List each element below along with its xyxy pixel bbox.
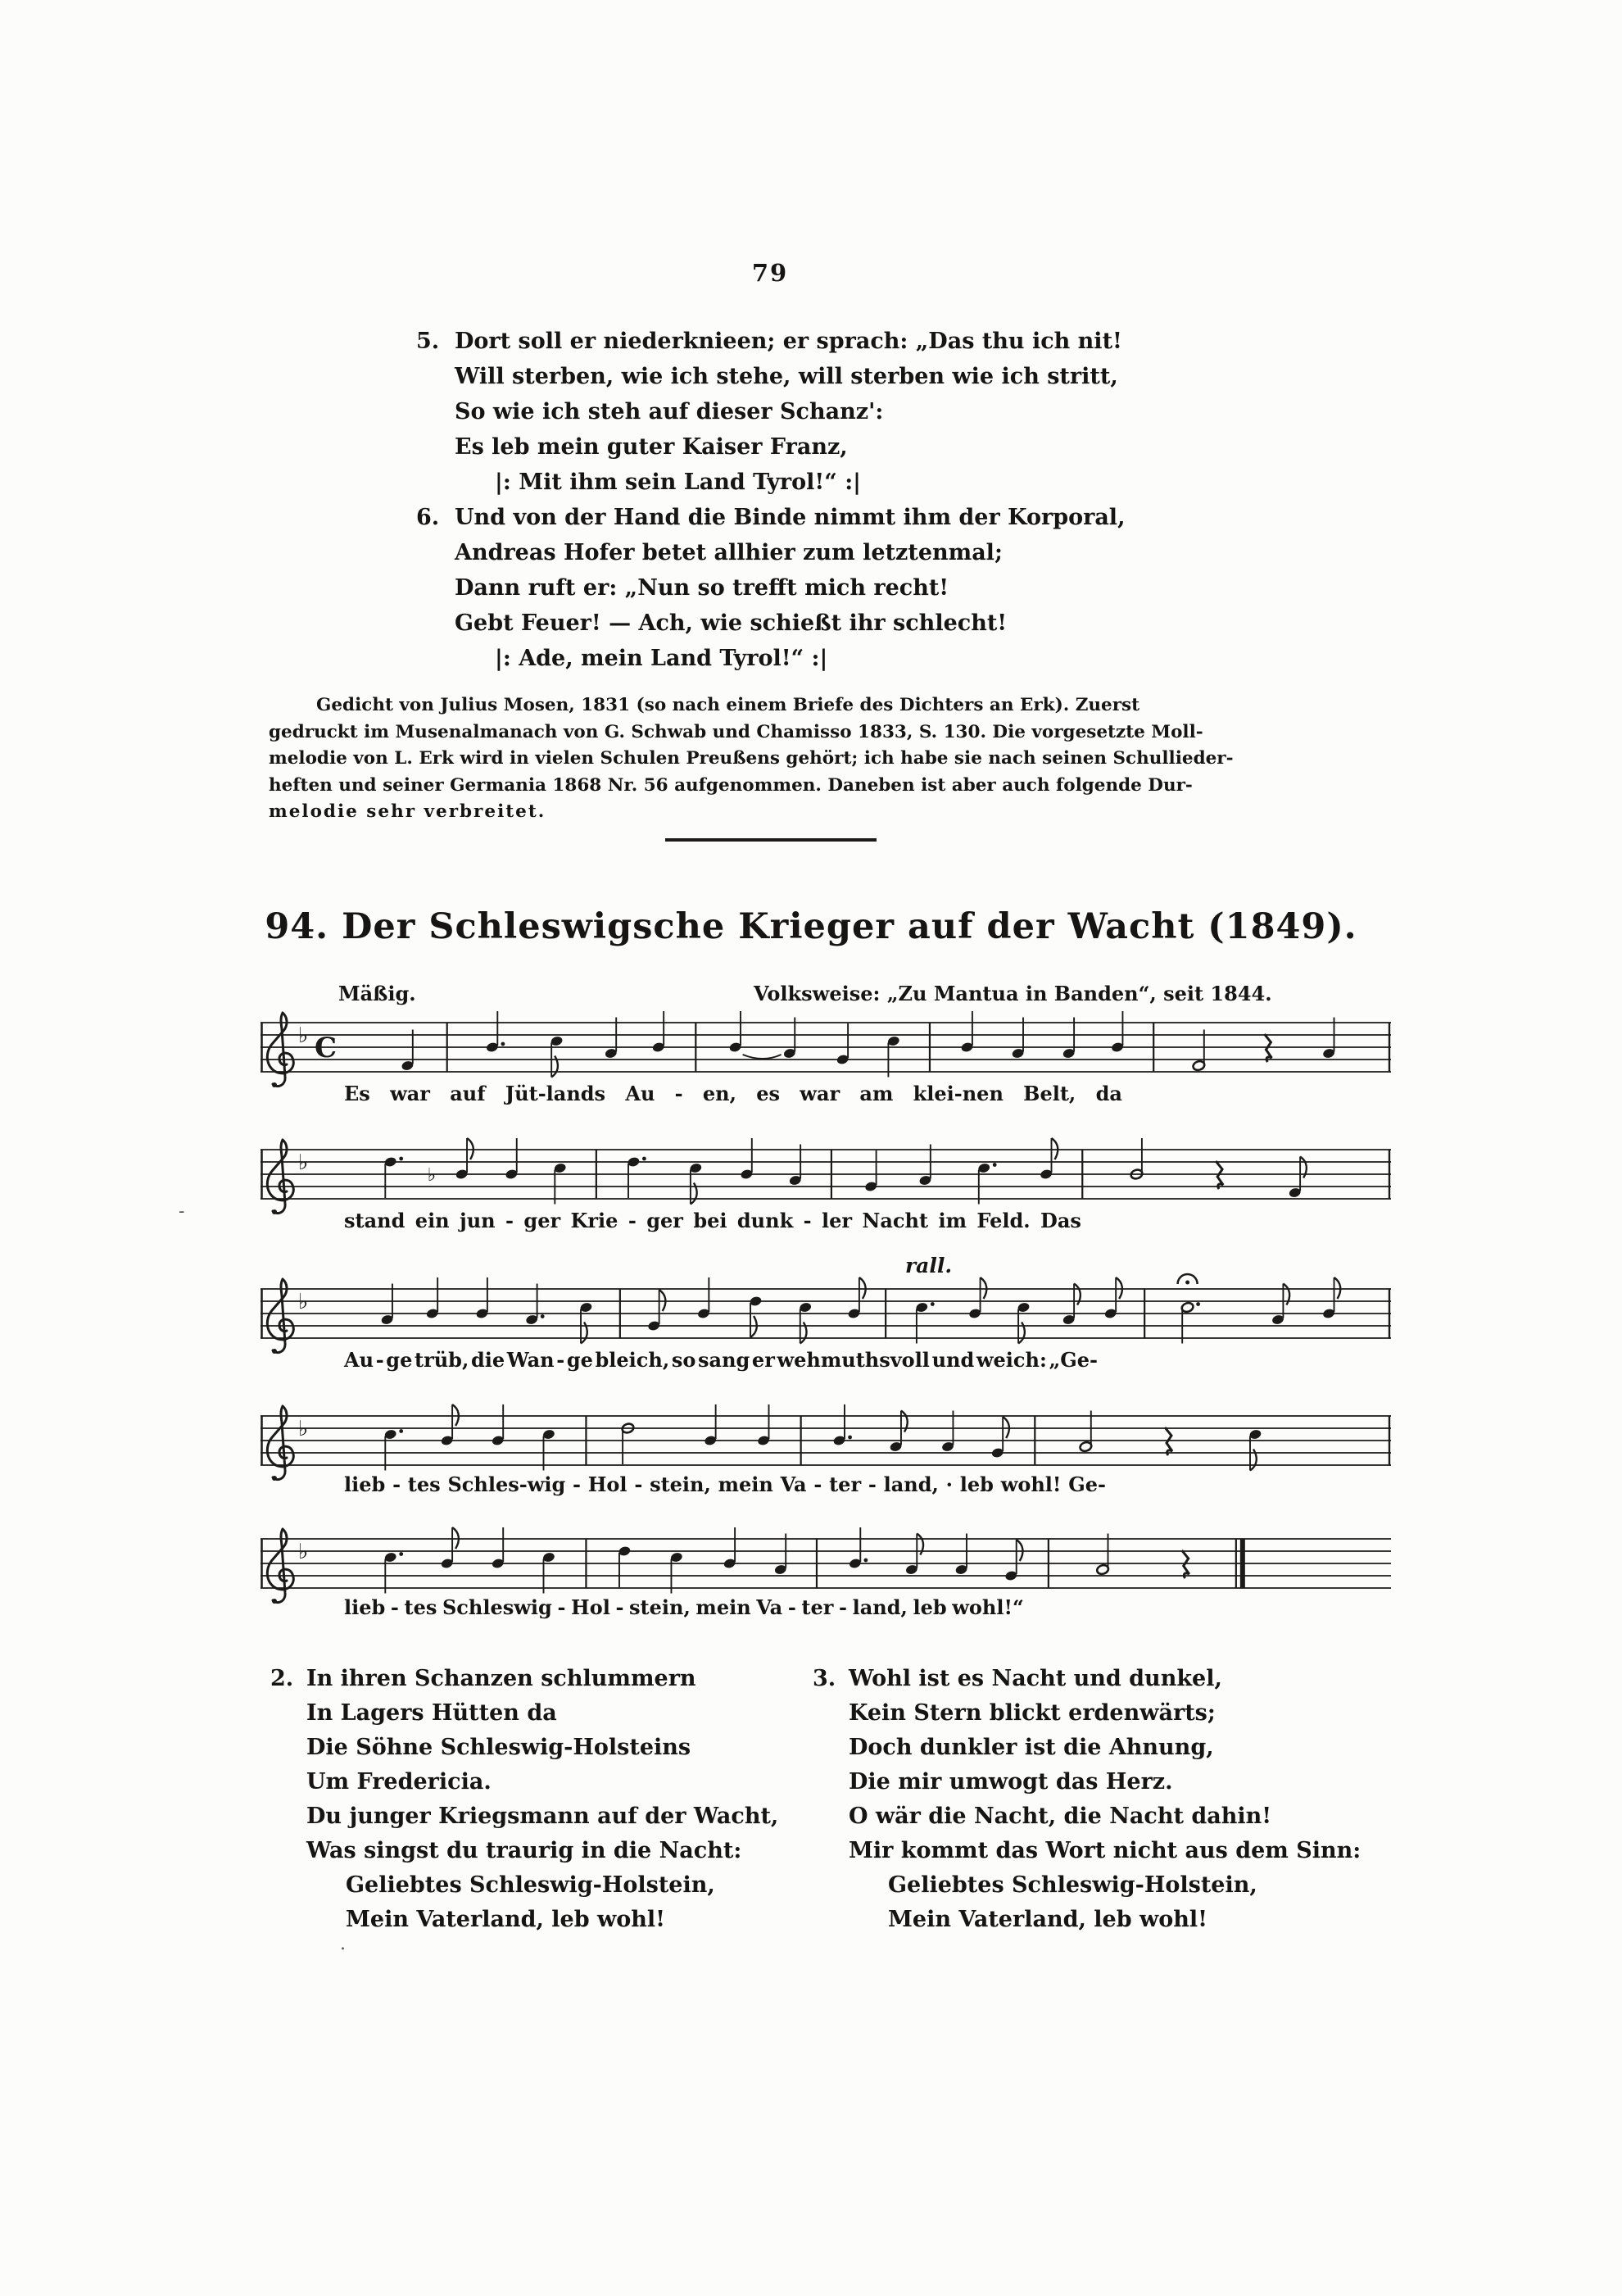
- lyric-syllable: und: [931, 1348, 975, 1372]
- flat-sign-icon: ♭: [298, 1540, 309, 1564]
- verse-6: [416, 500, 1125, 676]
- lyric-syllable: es: [756, 1082, 781, 1105]
- eighth-flag: [659, 1290, 666, 1311]
- lyric-syllable: -: [634, 1472, 643, 1496]
- lyric-syllable: mein: [695, 1595, 751, 1619]
- lyric-syllable: -: [674, 1082, 683, 1105]
- treble-clef-icon: [267, 1406, 293, 1480]
- time-signature: C: [315, 1032, 338, 1064]
- eighth-flag: [1003, 1417, 1009, 1438]
- eighth-flag: [981, 1277, 987, 1299]
- section-divider-rule: [665, 838, 877, 842]
- lyric-syllable: Jüt-lands: [505, 1082, 606, 1105]
- verse-refrain: |: Ade, mein Land Tyrol!“ :|: [495, 646, 828, 671]
- tempo-marking: Mäßig.: [338, 982, 416, 1005]
- editorial-footnote: [269, 692, 1376, 826]
- augmentation-dot: [399, 1157, 403, 1161]
- lyric-syllable: Va: [780, 1472, 807, 1496]
- augmentation-dot: [993, 1163, 997, 1167]
- verse-line: Die mir umwogt das Herz.: [849, 1769, 1173, 1795]
- lyric-syllable: ge: [386, 1348, 413, 1372]
- augmentation-dot: [863, 1559, 868, 1563]
- verse-line: Was singst du traurig in die Nacht:: [306, 1838, 742, 1863]
- treble-clef-dot: [272, 1476, 277, 1481]
- verse-line-text: Wohl ist es Nacht und dunkel,: [849, 1666, 1222, 1691]
- fermata-dot: [1185, 1281, 1189, 1285]
- verse-3: [813, 1662, 1361, 1937]
- augmentation-dot: [501, 1042, 505, 1046]
- lyric-syllable: im: [938, 1209, 967, 1232]
- lyric-syllable: -: [573, 1472, 581, 1496]
- lyric-syllable: dunk: [736, 1209, 794, 1232]
- verse-line: Doch dunkler ist die Ahnung,: [849, 1735, 1214, 1760]
- flat-sign-icon: ♭: [298, 1290, 309, 1314]
- lyric-syllable: leb: [959, 1472, 994, 1496]
- lyric-syllable: -: [803, 1209, 812, 1232]
- lyric-syllable: ler: [821, 1209, 853, 1232]
- lyric-syllable: land,: [883, 1472, 939, 1496]
- verse-line: Gebt Feuer! — Ach, wie schießt ihr schlecht!: [455, 610, 1008, 636]
- treble-clef-dot: [272, 1209, 277, 1214]
- scan-artifact-dot: .: [340, 1934, 346, 1954]
- verse-line: Dann ruft er: „Nun so trefft mich recht!: [455, 575, 949, 601]
- verse-line: So wie ich steh auf dieser Schanz':: [455, 399, 884, 424]
- lyric-syllable: Hol: [571, 1595, 610, 1619]
- eighth-flag: [467, 1138, 473, 1159]
- flat-sign-icon: ♭: [298, 1150, 309, 1175]
- lyric-syllable: bleich,: [595, 1348, 670, 1372]
- lyric-syllable: Ge-: [1068, 1472, 1106, 1496]
- lyric-syllable: lieb: [344, 1472, 386, 1496]
- verse-5: [416, 324, 1122, 500]
- lyric-syllable: ge: [566, 1348, 593, 1372]
- lyric-syllable: leb: [913, 1595, 947, 1619]
- tie: [743, 1055, 782, 1059]
- eighth-flag: [1116, 1277, 1122, 1299]
- lyric-syllable: -: [390, 1595, 399, 1619]
- lyric-syllable: er: [751, 1348, 775, 1372]
- lyric-syllable: Schles-wig: [447, 1472, 566, 1496]
- lyric-syllable: Hol: [587, 1472, 628, 1496]
- treble-clef-icon: [267, 1013, 293, 1087]
- lyric-syllable: klei-nen: [913, 1082, 1004, 1105]
- lyric-syllable: sang: [698, 1348, 750, 1372]
- page-number: 79: [751, 259, 789, 287]
- staff-4-lyrics: [344, 1472, 1106, 1496]
- eighth-flag: [859, 1277, 866, 1299]
- verse-line: O wär die Nacht, die Nacht dahin!: [849, 1804, 1272, 1829]
- melody-source: Volksweise: „Zu Mantua in Banden“, seit 1844.: [754, 982, 1272, 1005]
- lyric-syllable: Schleswig: [442, 1595, 552, 1619]
- lyric-syllable: ger: [646, 1209, 683, 1232]
- eighth-flag: [1334, 1277, 1341, 1299]
- eighth-flag: [750, 1316, 757, 1337]
- eighth-flag: [452, 1404, 459, 1426]
- lyric-syllable: Belt,: [1023, 1082, 1076, 1105]
- lyric-syllable: land,: [852, 1595, 908, 1619]
- lyric-syllable: ter: [801, 1595, 834, 1619]
- verse-refrain: Geliebtes Schleswig-Holstein,: [346, 1872, 715, 1898]
- quarter-rest-icon: [1165, 1427, 1172, 1455]
- lyric-syllable: -: [557, 1595, 566, 1619]
- verse-line: Du junger Kriegsmann auf der Wacht,: [306, 1804, 779, 1829]
- verse-number: 6.: [416, 505, 440, 530]
- song-title: 94. Der Schleswigsche Krieger auf der Wacht (1849).: [265, 906, 1357, 947]
- lyric-syllable: Feld.: [976, 1209, 1031, 1232]
- treble-clef-icon: [267, 1279, 293, 1353]
- verse-line: Mir kommt das Wort nicht aus dem Sinn:: [849, 1838, 1361, 1863]
- lyric-syllable: tes: [404, 1595, 437, 1619]
- double-bar-thick: [1240, 1539, 1245, 1588]
- footnote-line: Gedicht von Julius Mosen, 1831 (so nach einem Briefe des Dichters an Erk). Zuerst: [316, 695, 1140, 715]
- lyric-syllable: en,: [702, 1082, 736, 1105]
- lyric-syllable: ein: [415, 1209, 450, 1232]
- lyric-syllable: wehmuthsvoll: [777, 1348, 930, 1372]
- lyric-syllable: Krie: [570, 1209, 618, 1232]
- eighth-flag: [1017, 1540, 1023, 1561]
- verse-refrain: Mein Vaterland, leb wohl!: [888, 1907, 1207, 1932]
- lyric-syllable: war: [800, 1082, 840, 1105]
- lyric-syllable: da: [1095, 1082, 1122, 1105]
- augmentation-dot: [399, 1552, 403, 1556]
- lyric-syllable: Wan: [506, 1348, 555, 1372]
- quarter-rest-icon: [1216, 1161, 1223, 1189]
- verse-line-text: In ihren Schanzen schlummern: [306, 1666, 696, 1691]
- verse-refrain: Geliebtes Schleswig-Holstein,: [888, 1872, 1257, 1898]
- flat-sign-icon: ♭: [298, 1023, 309, 1048]
- lyric-syllable: ·: [945, 1472, 953, 1496]
- footnote-line: melodie sehr verbreitet.: [269, 801, 546, 822]
- treble-clef-icon: [267, 1140, 293, 1214]
- verse-line-text: Und von der Hand die Binde nimmt ihm der Korporal,: [455, 505, 1126, 530]
- lyric-syllable: Nacht: [862, 1209, 929, 1232]
- lyric-syllable: tes: [407, 1472, 441, 1496]
- staff-3-lyrics: [344, 1348, 1098, 1372]
- verse-line: Um Fredericia.: [306, 1769, 492, 1795]
- verse-line: Es leb mein guter Kaiser Franz,: [455, 434, 848, 460]
- verse-line: [813, 1662, 1361, 1696]
- quarter-rest-icon: [1182, 1550, 1189, 1578]
- verse-refrain: Mein Vaterland, leb wohl!: [346, 1907, 665, 1932]
- rallentando-marking: rall.: [905, 1254, 953, 1277]
- lyric-syllable: ter: [829, 1472, 862, 1496]
- verse-2: [270, 1662, 778, 1937]
- lyric-syllable: Au: [625, 1082, 655, 1105]
- lyric-syllable: -: [505, 1209, 514, 1232]
- lyric-syllable: -: [787, 1595, 796, 1619]
- lyric-syllable: stand: [344, 1209, 406, 1232]
- verse-line-text: Dort soll er niederknieen; er sprach: „Das thu ich nit!: [455, 329, 1122, 354]
- footnote-line: gedruckt im Musenalmanach von G. Schwab und Chamisso 1833, S. 130. Die vorgesetzte Moll-: [269, 721, 1203, 742]
- quarter-rest-icon: [1264, 1034, 1271, 1062]
- verse-number: 5.: [416, 329, 440, 354]
- lyric-syllable: -: [392, 1472, 401, 1496]
- lyric-syllable: so: [671, 1348, 696, 1372]
- lyric-syllable: jun: [460, 1209, 496, 1232]
- lyric-syllable: auf: [450, 1082, 486, 1105]
- lyric-syllable: Das: [1040, 1209, 1081, 1232]
- verse-line: In Lagers Hütten da: [306, 1700, 557, 1726]
- staff-5-lyrics: [344, 1595, 1024, 1619]
- lyric-syllable: ger: [523, 1209, 561, 1232]
- verse-line: Die Söhne Schleswig-Holsteins: [306, 1735, 691, 1760]
- lyric-syllable: -: [813, 1472, 822, 1496]
- lyric-syllable: wohl!“: [952, 1595, 1024, 1619]
- lyric-syllable: Es: [344, 1082, 370, 1105]
- lyric-syllable: trüb,: [414, 1348, 469, 1372]
- eighth-flag: [452, 1527, 459, 1549]
- treble-clef-dot: [272, 1082, 277, 1087]
- lyric-syllable: -: [556, 1348, 565, 1372]
- verse-line: Andreas Hofer betet allhier zum letztenmal;: [455, 540, 1003, 565]
- flat-sign-icon: ♭: [298, 1417, 309, 1441]
- lyric-syllable: die: [470, 1348, 505, 1372]
- lyric-syllable: stein,: [650, 1472, 711, 1496]
- augmentation-dot: [642, 1157, 646, 1161]
- verse-line: [416, 324, 1122, 359]
- lyric-syllable: am: [859, 1082, 894, 1105]
- staff-2-lyrics: [344, 1209, 1081, 1232]
- lyric-syllable: wohl!: [1000, 1472, 1062, 1496]
- verse-refrain: |: Mit ihm sein Land Tyrol!“ :|: [495, 470, 861, 495]
- lyric-syllable: weich:: [976, 1348, 1047, 1372]
- lyric-syllable: lieb: [344, 1595, 386, 1619]
- lyric-syllable: stein,: [629, 1595, 691, 1619]
- verse-number: 2.: [270, 1666, 294, 1691]
- lyric-syllable: Va: [756, 1595, 783, 1619]
- footnote-line: melodie von L. Erk wird in vielen Schulen Preußens gehört; ich habe sie nach seinen Schullieder-: [269, 748, 1234, 769]
- verse-line: Will sterben, wie ich stehe, will sterben wie ich stritt,: [455, 364, 1118, 389]
- lyric-syllable: „Ge-: [1049, 1348, 1098, 1372]
- lyric-syllable: -: [615, 1595, 624, 1619]
- lyric-syllable: war: [390, 1082, 430, 1105]
- verse-line: Kein Stern blickt erdenwärts;: [849, 1700, 1216, 1726]
- eighth-flag: [1052, 1138, 1058, 1159]
- lyric-syllable: -: [628, 1209, 637, 1232]
- footnote-line: heften und seiner Germania 1868 Nr. 56 aufgenommen. Daneben ist aber auch folgende Dur-: [269, 774, 1193, 796]
- verse-number: 3.: [813, 1666, 836, 1691]
- accidental-flat-icon: ♭: [427, 1165, 437, 1186]
- augmentation-dot: [399, 1429, 403, 1433]
- augmentation-dot: [848, 1436, 852, 1440]
- treble-clef-dot: [272, 1599, 277, 1604]
- treble-clef-dot: [272, 1349, 277, 1354]
- lyric-syllable: mein: [718, 1472, 773, 1496]
- staff-1-lyrics: [344, 1082, 1122, 1105]
- augmentation-dot: [1196, 1302, 1200, 1306]
- treble-clef-icon: [267, 1529, 293, 1603]
- lyric-syllable: bei: [693, 1209, 727, 1232]
- lyric-syllable: -: [839, 1595, 847, 1619]
- scan-artifact-dash: -: [179, 1201, 185, 1222]
- augmentation-dot: [931, 1302, 935, 1306]
- verse-line: [270, 1662, 778, 1696]
- lyric-syllable: -: [375, 1348, 384, 1372]
- lyric-syllable: Au: [344, 1348, 374, 1372]
- verse-line: [416, 500, 1125, 535]
- lyric-syllable: -: [868, 1472, 877, 1496]
- augmentation-dot: [541, 1314, 545, 1318]
